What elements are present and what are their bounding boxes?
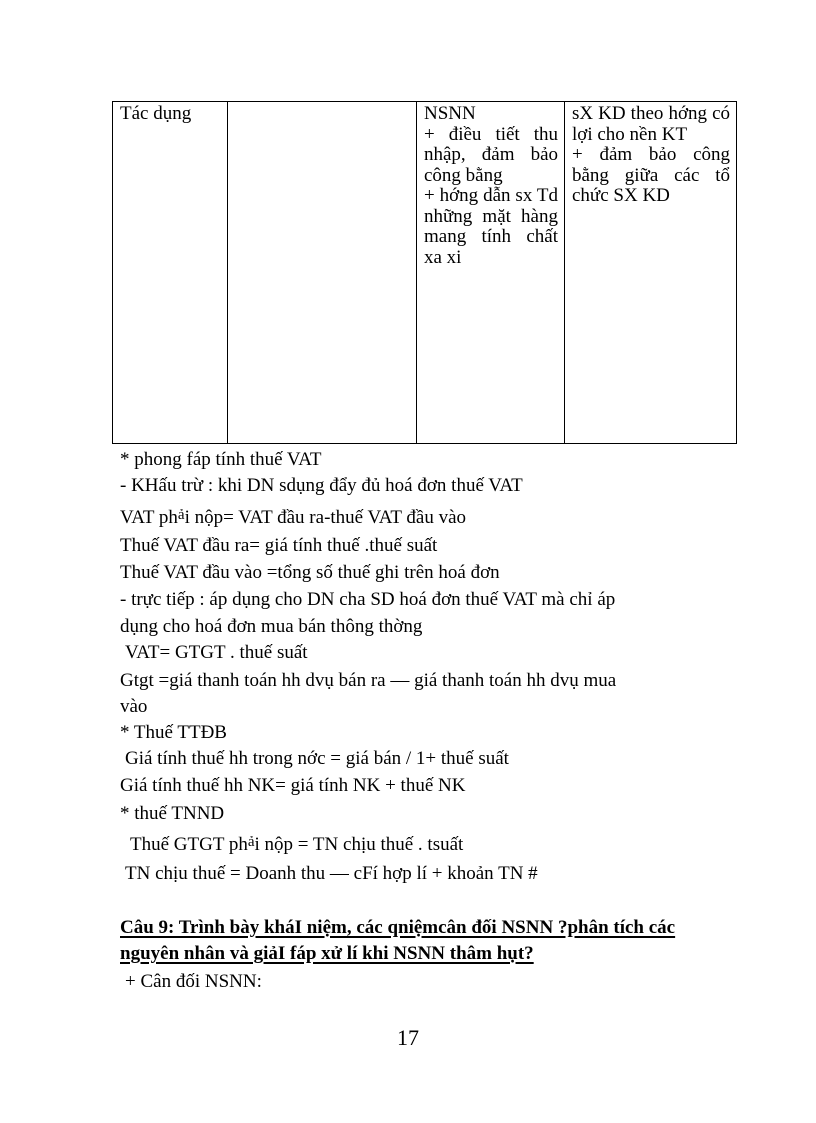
cell-label-text: Tác dụng (120, 103, 192, 124)
cell-text: sX KD theo hớng có lợi cho nền KT (572, 103, 730, 145)
table-cell-label (113, 102, 228, 444)
text-line: Giá tính thuế hh NK= giá tính NK + thuế NK (120, 775, 466, 796)
text-line: vào (120, 696, 148, 717)
text-segment: i nộp = TN chịu thuế . tsuất (254, 834, 464, 855)
cell-text: + đảm bảo công bằng giữa các tổ chức SX KD (572, 144, 730, 206)
text-line: * thuế TNND (120, 803, 225, 824)
text-line: * phong fáp tính thuế VAT (120, 449, 322, 470)
table-cell-sxkd (565, 102, 737, 444)
table-row (113, 102, 737, 444)
cell-text: + hớng dẫn sx Td những mặt hàng mang tính chất xa xi (424, 185, 558, 268)
text-segment: VAT ph (120, 507, 178, 528)
text-segment: Thuế GTGT ph (130, 834, 248, 855)
text-line: Giá tính thuế hh trong nớc = giá bán / 1+ thuế suất (125, 748, 509, 769)
comparison-table (112, 101, 737, 444)
table-cell-empty (228, 102, 417, 444)
text-line: VAT= GTGT . thuế suất (125, 642, 308, 663)
text-line: Thuế VAT đầu vào =tổng số thuế ghi trên hoá đơn (120, 562, 500, 583)
text-line: TN chịu thuế = Doanh thu — cFí hợp lí + khoản TN # (125, 863, 538, 884)
text-segment: ả (247, 834, 255, 850)
section-heading: Câu 9: Trình bày kháI niệm, các qniệmcân đối NSNN ?phân tích các nguyên nhân và giảI fáp xử lí khi NSNN thâm hụt? (120, 917, 676, 964)
text-line: + Cân đối NSNN: (125, 971, 262, 992)
text-line: - KHấu trừ : khi DN sdụng đẩy đủ hoá đơn thuế VAT (120, 475, 523, 496)
cell-text: NSNN (424, 103, 476, 124)
text-line: dụng cho hoá đơn mua bán thông thờng (120, 616, 423, 637)
page-number: 17 (397, 1025, 419, 1050)
cell-text: + điều tiết thu nhập, đảm bảo công bằng (424, 123, 558, 186)
text-line: Gtgt =giá thanh toán hh dvụ bán ra — giá thanh toán hh dvụ mua (120, 670, 617, 691)
text-line: Thuế VAT đầu ra= giá tính thuế .thuế suất (120, 535, 438, 556)
table-cell-nsnn (417, 102, 565, 444)
text-line (130, 834, 463, 857)
text-segment: i nộp= VAT đầu ra-thuế VAT đầu vào (184, 507, 467, 528)
text-line: - trực tiếp : áp dụng cho DN cha SD hoá đơn thuế VAT mà chỉ áp (120, 589, 616, 610)
text-segment: ả (177, 507, 185, 523)
text-line: * Thuế TTĐB (120, 722, 227, 743)
text-line (120, 507, 466, 530)
